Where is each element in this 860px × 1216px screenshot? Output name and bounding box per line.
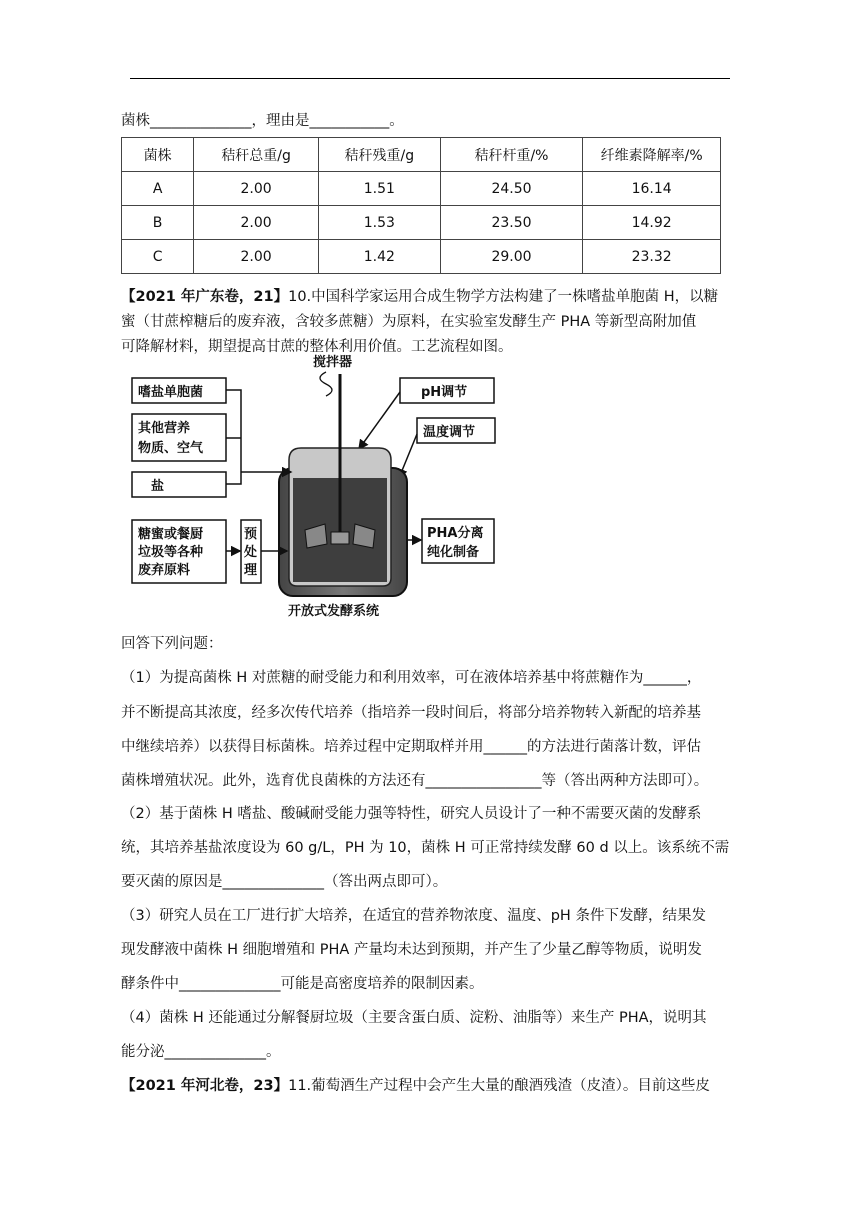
table-cell: B <box>122 206 194 240</box>
q11-line <box>121 1076 710 1096</box>
p2-line: 要灭菌的原因是______________（答出两点即可）。 <box>121 874 448 890</box>
table-header-cell: 秸秆杆重/% <box>440 138 583 172</box>
table-header-cell: 秸秆残重/g <box>318 138 440 172</box>
raw-label-1: 糖蜜或餐厨 <box>138 527 204 542</box>
table-cell: C <box>122 240 194 274</box>
table-row <box>122 206 721 240</box>
table-header-cell: 秸秆总重/g <box>194 138 319 172</box>
p4-line: 能分泌______________。 <box>121 1044 281 1060</box>
table-header-cell: 纤维素降解率/% <box>583 138 721 172</box>
ph-label: pH调节 <box>421 385 468 400</box>
table-cell: 23.50 <box>440 206 583 240</box>
temp-label: 温度调节 <box>423 425 476 440</box>
table-header-cell: 菌株 <box>122 138 194 172</box>
p2-line: （2）基于菌株 H 嗜盐、酸碱耐受能力强等特性，研究人员设计了一种不需要灭菌的发酵系 <box>121 806 702 822</box>
table-cell: 1.53 <box>318 206 440 240</box>
table-cell: 1.51 <box>318 172 440 206</box>
q10-line-1 <box>121 287 718 307</box>
p1-line: （1）为提高菌株 H 对蔗糖的耐受能力和利用效率，可在液体培养基中将蔗糖作为______， <box>121 670 702 686</box>
table-header-row <box>122 138 721 172</box>
q10-line-2: 蜜（甘蔗榨糖后的废弃液，含较多蔗糖）为原料，在实验室发酵生产 PHA 等新型高附加值 <box>121 314 697 330</box>
table-cell: 29.00 <box>440 240 583 274</box>
table-cell: 24.50 <box>440 172 583 206</box>
p1-line: 中继续培养）以获得目标菌株。培养过程中定期取样并用______的方法进行菌落计数，评估 <box>121 739 701 755</box>
table-row <box>122 240 721 274</box>
output-label-2: 纯化制备 <box>427 545 480 560</box>
p3-line: 现发酵液中菌株 H 细胞增殖和 PHA 产量均未达到预期，并产生了少量乙醇等物质，说明发 <box>121 942 702 958</box>
ph-arrow <box>359 392 400 449</box>
table-cell: 2.00 <box>194 206 319 240</box>
p3-line: （3）研究人员在工厂进行扩大培养，在适宜的营养物浓度、温度、pH 条件下发酵，结果发 <box>121 908 706 924</box>
output-label-1: PHA分离 <box>427 526 484 541</box>
input-bracket <box>226 390 241 484</box>
answer-prompt: 回答下列问题： <box>121 636 223 652</box>
p1-line: 并不断提高其浓度，经多次传代培养（指培养一段时间后，将部分培养物转入新配的培养基 <box>121 705 701 721</box>
raw-label-3: 废弃原料 <box>138 563 191 578</box>
pretreat-label-2: 处 <box>244 545 258 560</box>
table-cell: 2.00 <box>194 172 319 206</box>
q10-source: 【2021 年广东卷，21】 <box>121 289 289 305</box>
intro-line: 菌株______________，理由是___________。 <box>121 113 404 129</box>
table-row <box>122 172 721 206</box>
p1-line: 菌株增殖状况。此外，选育优良菌株的方法还有________________等（答出两种方法即可）。 <box>121 773 709 789</box>
q11-source: 【2021 年河北卷，23】 <box>121 1078 289 1094</box>
table-cell: 14.92 <box>583 206 721 240</box>
pretreat-label-3: 理 <box>244 563 258 578</box>
table-cell: 16.14 <box>583 172 721 206</box>
table-cell: 2.00 <box>194 240 319 274</box>
input-label-salt: 盐 <box>151 479 165 494</box>
pretreat-label-1: 预 <box>244 527 258 542</box>
q10-line-3: 可降解材料，期望提高甘蔗的整体利用价值。工艺流程如图。 <box>121 339 513 355</box>
q10-text: 10.中国科学家运用合成生物学方法构建了一株嗜盐单胞菌 H，以糖 <box>288 289 719 305</box>
strain-table <box>121 137 721 274</box>
stirrer-label: 搅拌器 <box>313 355 353 370</box>
diagram-caption: 开放式发酵系统 <box>288 604 380 619</box>
table-cell: 1.42 <box>318 240 440 274</box>
input-label-nutrients-1: 其他营养 <box>138 421 191 436</box>
q11-text: 11.葡萄酒生产过程中会产生大量的酿酒残渣（皮渣）。目前这些皮 <box>288 1078 710 1094</box>
input-box-salt <box>132 472 226 497</box>
table-cell: 23.32 <box>583 240 721 274</box>
impeller-hub <box>331 532 349 544</box>
input-label-halomonas: 嗜盐单胞菌 <box>138 385 204 400</box>
p4-line: （4）菌株 H 还能通过分解餐厨垃圾（主要含蛋白质、淀粉、油脂等）来生产 PHA，说明其 <box>121 1010 707 1026</box>
input-label-nutrients-2: 物质、空气 <box>138 441 204 456</box>
table-cell: A <box>122 172 194 206</box>
raw-label-2: 垃圾等各种 <box>138 545 204 560</box>
rotation-arrow-icon <box>320 372 332 396</box>
header-rule <box>130 78 730 79</box>
p2-line: 统，其培养基盐浓度设为 60 g/L，PH 为 10，菌株 H 可正常持续发酵 60 d 以上。该系统不需 <box>121 840 730 856</box>
fermentation-diagram <box>121 352 501 622</box>
p3-line: 酵条件中______________可能是高密度培养的限制因素。 <box>121 976 484 992</box>
